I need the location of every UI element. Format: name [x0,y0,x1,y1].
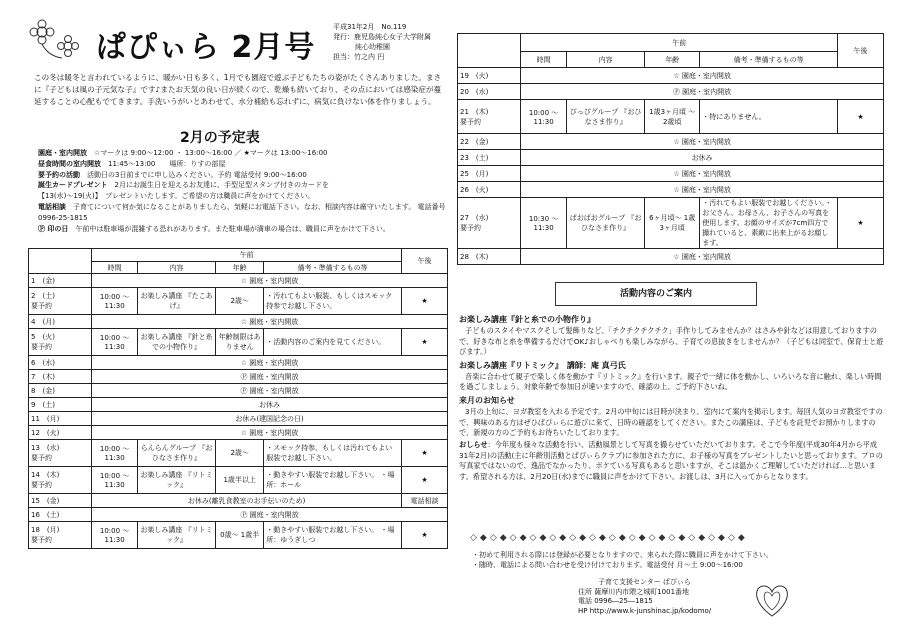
article-heading: 来月のお知らせ [459,395,515,405]
info-line: 誕生カードプレゼント 2月にお誕生日を迎えるお友達に、手型足型スタンプ付きのカードを [38,181,329,190]
notes-cell: ・活動内容のご案内を見てください。 [264,329,402,356]
date-cell: 25 (月) [458,166,521,182]
intro-paragraph: この冬は暖冬と言われているように、暖かい日も多く、1月でも園庭で遊ぶ子どもたちの姿がたくさんありました。まさに『子どもは風の子元気な子』です♪またお天気の良い日が続くので、乾燥も続いており、その点においては感染症が蔓延することの心配もでてきます。手洗いうがいとあわせて、水分補給も忘れずに、病気に負けない体を作りましょう。 [34,73,442,106]
full-day-cell: Ⓟ 園庭・室内開放 [92,508,448,522]
content-cell: お楽しみ講座 『たこあげ』 [138,288,216,315]
schedule-row [29,412,448,426]
afternoon-cell: ★ [402,467,448,494]
header-time: 時間 [92,262,138,274]
header-blank [29,249,92,274]
content-cell: お楽しみ講座 『リトミック』 [138,467,216,494]
heart-icon [748,580,796,620]
date-cell: 21 (木) 要予約 [458,100,521,134]
header-content: 内容 [567,52,645,68]
date-cell: 18 (月) 要予約 [29,522,92,549]
content-cell: ぴっぴグループ 『おひなさま作り』 [567,100,645,134]
decorative-border: ◇◆◇◆◇◆◇◆◇◆◇◆◇◆◇◆◇◆◇◆◇◆◇◆◇◆◇◆ [470,533,748,543]
article-body: 3月の上旬に、ヨガ教室を入れる予定です。2月の中旬には日時が決まり、室内にて案内を掲示します。毎回人気のヨガ教室ですので、興味のある方はぜひぱぴぃらに遊びに来て、日時の確認をしてください。またこの講座は、子どもを託児でお預かりしますので、新規の方のご予約もお待ちいたしております。 [459,407,883,438]
afternoon-cell: 電話相談 [402,494,448,508]
issue-line: 発行：鹿児島純心女子大学附属 [333,33,431,41]
afternoon-cell: ★ [838,198,884,249]
schedule-row [458,150,884,166]
issue-info [333,22,453,62]
date-cell: 28 (木) [458,249,521,265]
header-morning: 午前 [92,249,402,262]
info-line: 園庭・室内開放 ☆マークは 9:00～12:00 ・ 13:00～16:00 ／ ★マークは 13:00～16:00 [38,149,328,157]
date-cell: 9 (土) [29,398,92,412]
articles [459,312,884,484]
schedule-row [29,398,448,412]
age-cell: 6ヶ月頃～ 1歳3ヶ月頃 [645,198,700,249]
full-day-cell: ☆ 園庭・室内開放 [521,182,884,198]
contact-address: 住所 薩摩川内市隈之城町1001番地 [578,587,690,596]
date-cell: 19 (火) [458,68,521,84]
date-cell: 4 (月) [29,315,92,329]
schedule-row [29,467,448,494]
full-day-cell: ☆ 園庭・室内開放 [92,426,448,440]
right-schedule-table [457,33,884,265]
notes-cell: ・動きやすい服装でお越し下さい。 ・場所：ホール [264,467,402,494]
age-cell: 2歳～ [216,288,264,315]
activities-heading: 活動内容のご案内 [555,282,757,306]
date-cell: 15 (金) [29,494,92,508]
schedule-row [458,182,884,198]
footer-note: ・初めて利用される際には登録が必要となりますので、来られた際に職員に声をかけて下さい。 [472,551,773,559]
full-day-cell: ☆ 園庭・室内開放 [521,166,884,182]
schedule-title: 2月の予定表 [180,130,260,146]
date-cell: 11 (月) [29,412,92,426]
header-notes: 備考・準備するもの等 [700,52,838,68]
content-cell: お楽しみ講座 『針と糸での小物作り』 [138,329,216,356]
full-day-cell: ☆ 園庭・室内開放 [521,249,884,265]
info-line: 要予約の活動 活動日の3日前までに申し込みください。予約 電話受付 9:00～16:00 [38,170,307,179]
notes-cell: ・汚れてもよい服装、もしくはスモック持参でお越し下さい。 [264,288,402,315]
contact-tel: 電話 0996―25―1815 [578,597,653,605]
article-heading: お楽しみ講座『リトミック』 講師：庵 真弓氏 [459,360,626,370]
schedule-row [29,494,448,508]
date-cell: 12 (火) [29,426,92,440]
issue-line: 担当：竹之内 円 [333,53,385,61]
flower-logo-icon [28,18,88,63]
closed-cell: お休み(離乳食教室のお手伝いのため) [92,494,402,508]
afternoon-cell: ★ [402,440,448,467]
full-day-cell: Ⓟ 園庭・室内開放 [92,384,448,398]
age-cell: 年齢制限はありません [216,329,264,356]
schedule-row [29,384,448,398]
time-cell: 10:00 ～ 11:30 [92,522,138,549]
info-line: Ⓟ 印の日 午前中は駐車場が混雑する恐れがあります。また駐車場が満車の場合は、職員に声をかけて下さい。 [38,224,390,233]
full-day-cell: お休み(建国記念の日) [92,412,448,426]
date-cell: 14 (木) 要予約 [29,467,92,494]
article-body: 音楽に合わせて親子で楽しく体を動かす『リトミック』を行います。親子で一緒に体を動かし、いろいろな音に触れ、楽しい時間を過ごしましょう。対象年齢で参加日が違いますので、確認の上、ご予約下さいね。 [459,372,882,392]
schedule-row [458,100,884,134]
age-cell: 2歳～ [216,440,264,467]
time-cell: 10:00 ～ 11:30 [521,100,567,134]
schedule-row [29,315,448,329]
article-notice: おしらせ：今年度も様々な活動を行い、活動風景として写真を撮らせていただいております。そこで今年度(平成30年4月から平成31年2月)の活動(主に年齢別活動とぱぴぃらクラブ)に参加された方に、お子様の写真をプレゼントしたいと思っております。プロの写真家ではないので、逸品でなかったり、ボケている写真もあると思いますが、そこは温かくご理解していただければ…と思います。希望される方は、2月20日(水)までに職員に声をかけて下さい。お渡しは、3月に入ってからとなります。 [459,440,883,481]
full-day-cell: ☆ 園庭・室内開放 [521,134,884,150]
full-day-cell: Ⓟ 園庭・室内開放 [92,370,448,384]
contact-hp-link[interactable]: HP http://www.k-junshinac.jp/kodomo/ [578,606,712,615]
header-age: 年齢 [645,52,700,68]
header-blank [458,34,521,68]
full-day-cell: お休み [521,150,884,166]
schedule-row [458,166,884,182]
notes-cell: ・特にありません。 [700,100,838,134]
date-cell: 7 (木) [29,370,92,384]
age-cell: 0歳～ 1歳半 [216,522,264,549]
content-cell: らんらんグループ 『おひなさま作り』 [138,440,216,467]
schedule-row [458,84,884,100]
date-cell: 2 (土) 要予約 [29,288,92,315]
left-schedule-table [28,248,448,549]
schedule-row [29,288,448,315]
header-morning: 午前 [521,34,838,52]
full-day-cell: ☆ 園庭・室内開放 [92,356,448,370]
date-cell: 20 (水) [458,84,521,100]
full-day-cell: ☆ 園庭・室内開放 [92,315,448,329]
afternoon-cell: ★ [402,522,448,549]
header-time: 時間 [521,52,567,68]
schedule-row [29,370,448,384]
schedule-row [29,522,448,549]
contact-name: 子育て支援センター ぱぴぃら [598,578,691,586]
time-cell: 10:00 ～ 11:30 [92,329,138,356]
age-cell: 1歳半以上 [216,467,264,494]
date-cell: 1 (金) [29,274,92,288]
footer-notes [472,550,892,570]
full-day-cell: ☆ 園庭・室内開放 [92,274,448,288]
header-content: 内容 [138,262,216,274]
footer-note: ・随時、電話による問い合わせを受け付けております。電話受付 月～土 9:00～16:00 [472,561,743,569]
schedule-row [458,249,884,265]
notes-cell: ・動きやすい服装でお越し下さい。 ・場所：ゆうぎしつ [264,522,402,549]
full-day-cell: Ⓟ 園庭・室内開放 [521,84,884,100]
date-cell: 27 (水) 要予約 [458,198,521,249]
issue-line: 平成31年2月 No.119 [333,23,407,31]
date-cell: 22 (金) [458,134,521,150]
info-line: 【13(水)～19(火)】 プレゼントいたします。ご希望の方は職員に声をかけてください。 [38,192,315,201]
schedule-row [29,426,448,440]
time-cell: 10:30 ～ 11:30 [521,198,567,249]
date-cell: 6 (水) [29,356,92,370]
contact-block [578,578,711,616]
schedule-row [29,274,448,288]
date-cell: 26 (火) [458,182,521,198]
header-afternoon: 午後 [402,249,448,274]
schedule-row [29,440,448,467]
article-heading: お楽しみ講座『針と糸での小物作り』 [459,315,595,324]
full-day-cell: ☆ 園庭・室内開放 [521,68,884,84]
schedule-row [458,68,884,84]
notes-cell: ・汚れてもよい服装でお越しください。・お父さん、お母さん、お子さんの写真を使用します。お顔のサイズが7cm四方で撮れていると、素敵に出来上がるお顔します。 [700,198,838,249]
afternoon-cell: ★ [402,288,448,315]
schedule-row [29,508,448,522]
content-cell: お楽しみ講座 『リトミック』 [138,522,216,549]
info-line: 昼食時間の室内開放 11:45～13:00 場所：りすの部屋 [38,159,226,168]
afternoon-cell: ★ [402,329,448,356]
time-cell: 10:00 ～ 11:30 [92,440,138,467]
full-day-cell: お休み [92,398,448,412]
date-cell: 5 (火) 要予約 [29,329,92,356]
newsletter-title: ぱぴぃら 2月号 [96,30,316,65]
time-cell: 10:00 ～ 11:30 [92,288,138,315]
header-afternoon: 午後 [838,34,884,68]
content-cell: ぱおぱおグループ 『おひなさま作り』 [567,198,645,249]
date-cell: 13 (水) 要予約 [29,440,92,467]
time-cell: 10:00 ～ 11:30 [92,467,138,494]
schedule-row [29,329,448,356]
header-age: 年齢 [216,262,264,274]
info-list [38,148,448,234]
article-body: 子どものスタイやマスクそして髪飾りなど、「チクチクチクチク」手作りしてみませんか？はさみや針などは用意しておりますので、好きな布と糸を準備するだけでOK♪おしゃべりも楽しみながら、子育ての息抜きをしませんか？（子どもは同室で、保育士と遊びます。） [459,326,884,357]
schedule-row [29,356,448,370]
afternoon-cell: ★ [838,100,884,134]
info-line: 電話相談 子育てについて何か気になることがありましたら、気軽にお電話下さい。なお、相談内容は厳守いたします。 電話番号 0996-25-1815 [38,202,446,222]
schedule-row [458,198,884,249]
date-cell: 16 (土) [29,508,92,522]
issue-line: 純心幼稚園 [355,43,390,51]
notes-cell: ・スモック持参、もしくは汚れてもよい服装でお越し下さい。 [264,440,402,467]
schedule-row [458,134,884,150]
date-cell: 8 (金) [29,384,92,398]
age-cell: 1歳3ヶ月頃 ～2歳頃 [645,100,700,134]
header-notes: 備考・準備するもの等 [264,262,402,274]
date-cell: 23 (土) [458,150,521,166]
